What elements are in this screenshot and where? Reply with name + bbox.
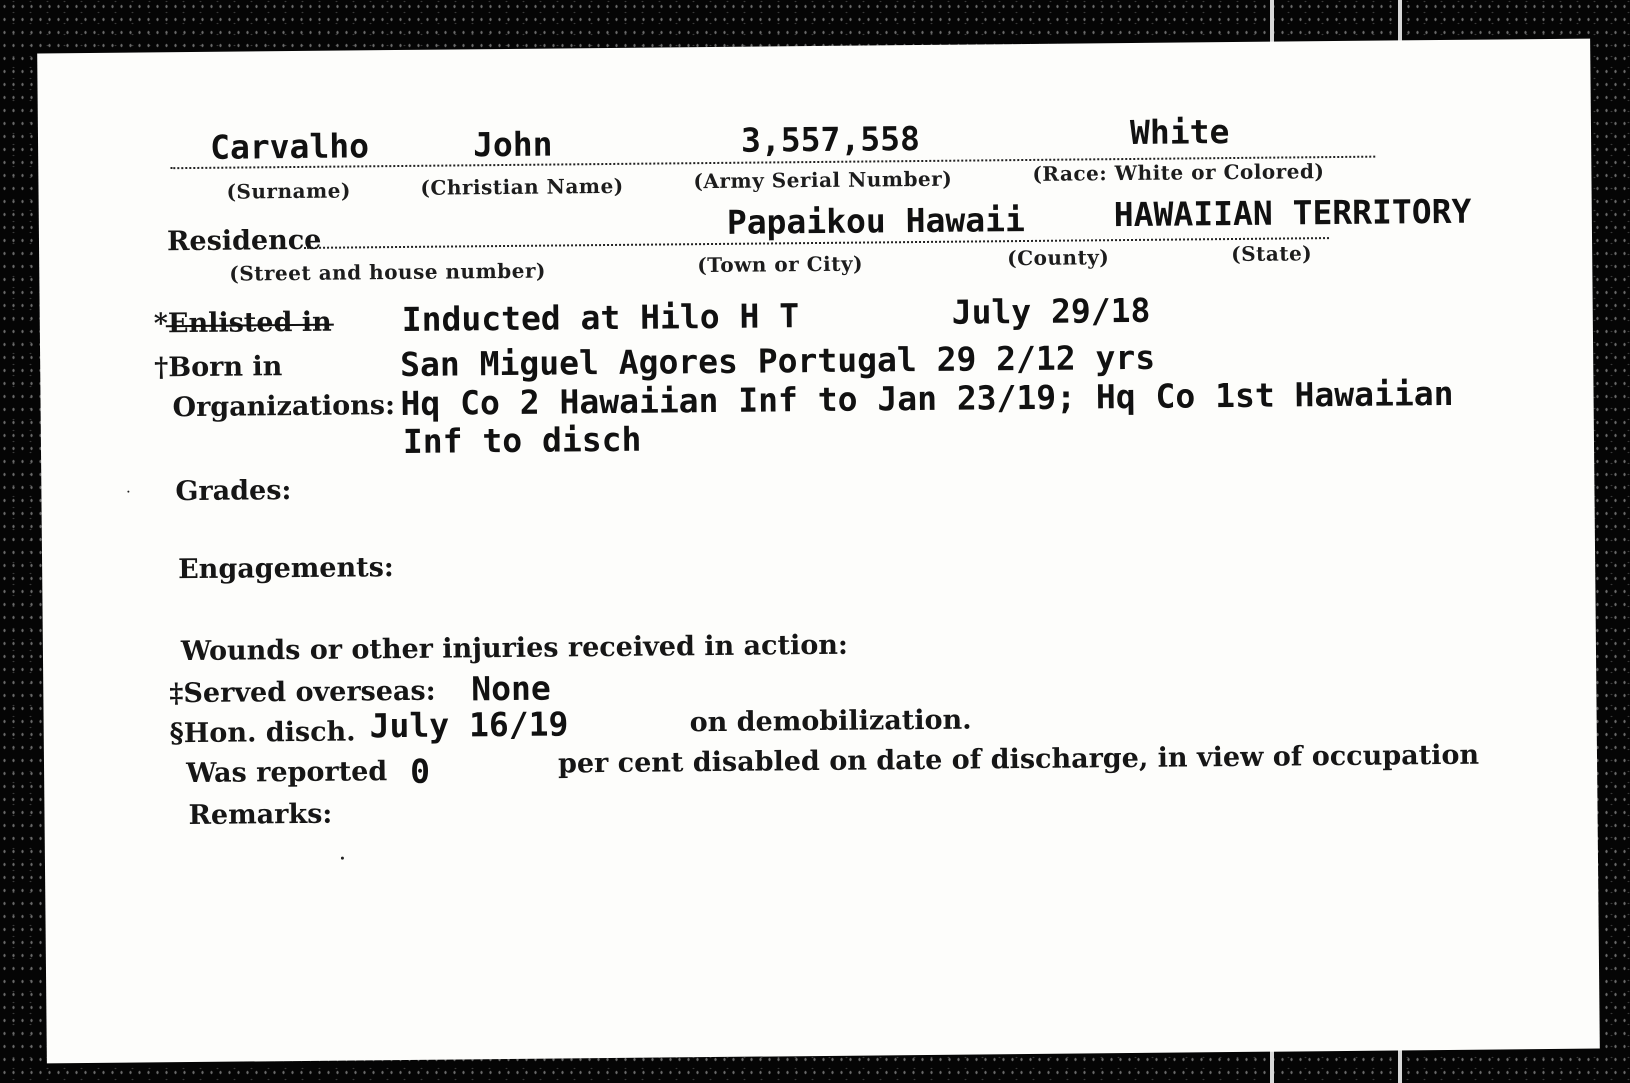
disability-suffix: per cent disabled on date of discharge, in view of occupation	[557, 739, 1480, 780]
enlisted-label	[154, 307, 332, 340]
discharge-date-value: July 16/19	[369, 704, 569, 746]
born-value: San Miguel Agores Portugal 29 2/12 yrs	[400, 337, 1156, 385]
town-caption: (Town or City)	[697, 251, 864, 278]
ink-speck	[341, 857, 344, 860]
engagements-label: Engagements:	[178, 552, 394, 586]
overseas-value: None	[471, 668, 551, 709]
organizations-label: Organizations:	[172, 390, 396, 424]
county-caption: (County)	[1007, 245, 1110, 271]
christian-name-value: John	[472, 124, 553, 165]
residence-town-value: Papaikou Hawaii	[726, 200, 1026, 242]
grades-label: Grades:	[175, 475, 292, 508]
race-value: White	[1129, 112, 1230, 152]
serial-number-caption: (Army Serial Number)	[693, 166, 953, 194]
overseas-label: ‡Served overseas:	[169, 675, 436, 710]
enlisted-place-value: Inducted at Hilo H T	[401, 296, 800, 339]
organizations-line-2: Inf to disch	[402, 419, 642, 461]
race-caption: (Race: White or Colored)	[1032, 159, 1325, 186]
wounds-label: Wounds or other injuries received in action:	[180, 629, 849, 668]
enlisted-struck-text: Enlisted in	[167, 306, 332, 340]
discharge-suffix: on demobilization.	[689, 704, 972, 739]
christian-name-caption: (Christian Name)	[420, 173, 624, 200]
residence-state-value: HAWAIIAN TERRITORY	[1113, 191, 1472, 235]
enlisted-star: *	[153, 308, 169, 340]
disability-label: Was reported	[185, 756, 388, 790]
ink-speck	[127, 491, 129, 493]
disability-value: 0	[409, 751, 431, 791]
enlisted-date-value: July 29/18	[951, 290, 1151, 332]
surname-caption: (Surname)	[226, 178, 351, 204]
born-label: †Born in	[154, 351, 283, 384]
remarks-label: Remarks:	[188, 798, 333, 832]
serial-number-value: 3,557,558	[740, 119, 921, 160]
organizations-line-1: Hq Co 2 Hawaiian Inf to Jan 23/19; Hq Co 1st Hawaiian	[400, 373, 1454, 424]
street-caption: (Street and house number)	[229, 258, 547, 286]
service-record-card	[37, 39, 1600, 1064]
discharge-label: §Hon. disch.	[169, 716, 356, 750]
state-caption: (State)	[1231, 241, 1313, 267]
surname-value: Carvalho	[209, 126, 370, 167]
residence-label: Residence	[166, 224, 322, 258]
